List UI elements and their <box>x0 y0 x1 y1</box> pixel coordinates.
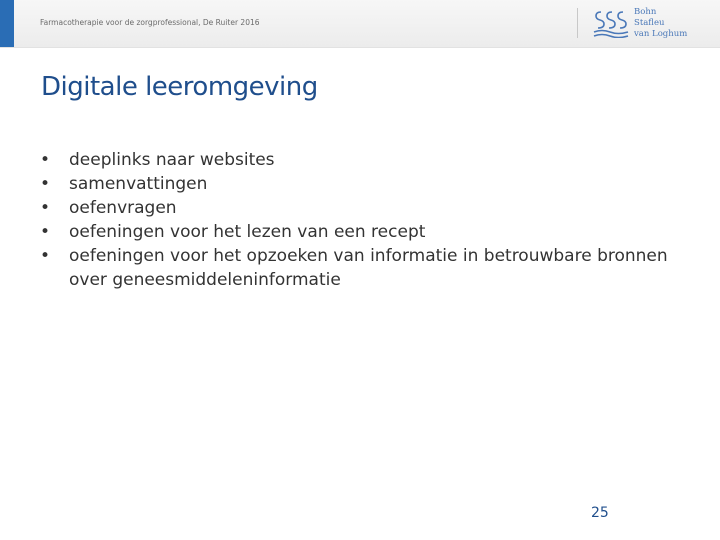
bullet-text: oefeningen voor het lezen van een recept <box>69 222 426 242</box>
bullet-marker: • <box>40 150 51 170</box>
list-item <box>40 244 700 292</box>
header-accent-bar <box>0 0 14 47</box>
bullet-marker: • <box>40 174 51 194</box>
bullet-marker: • <box>40 198 51 218</box>
bullet-text: samenvattingen <box>69 174 208 194</box>
logo-wordmark <box>634 7 687 40</box>
list-item <box>40 220 700 244</box>
bullet-list <box>40 148 700 292</box>
bullet-text: deeplinks naar websites <box>69 150 275 170</box>
slide-header <box>0 0 720 48</box>
bullet-text: oefeningen voor het opzoeken van informatie in betrouwbare bronnen over geneesmiddeleninformatie <box>69 246 668 290</box>
bullet-marker: • <box>40 246 51 266</box>
header-divider <box>577 8 578 38</box>
bullet-text: oefenvragen <box>69 198 177 218</box>
logo-line-1: Bohn <box>634 7 657 17</box>
logo-line-3: van Loghum <box>634 29 688 39</box>
list-item <box>40 148 700 172</box>
publisher-logo <box>592 6 692 42</box>
list-item <box>40 196 700 220</box>
logo-line-2: Stafleu <box>634 18 665 28</box>
bullet-marker: • <box>40 222 51 242</box>
bsl-logo-icon <box>592 8 630 38</box>
list-item <box>40 172 700 196</box>
header-caption: Farmacotherapie voor de zorgprofessional, De Ruiter 2016 <box>40 18 260 27</box>
page-number: 25 <box>591 505 609 521</box>
slide-title: Digitale leeromgeving <box>41 72 318 102</box>
